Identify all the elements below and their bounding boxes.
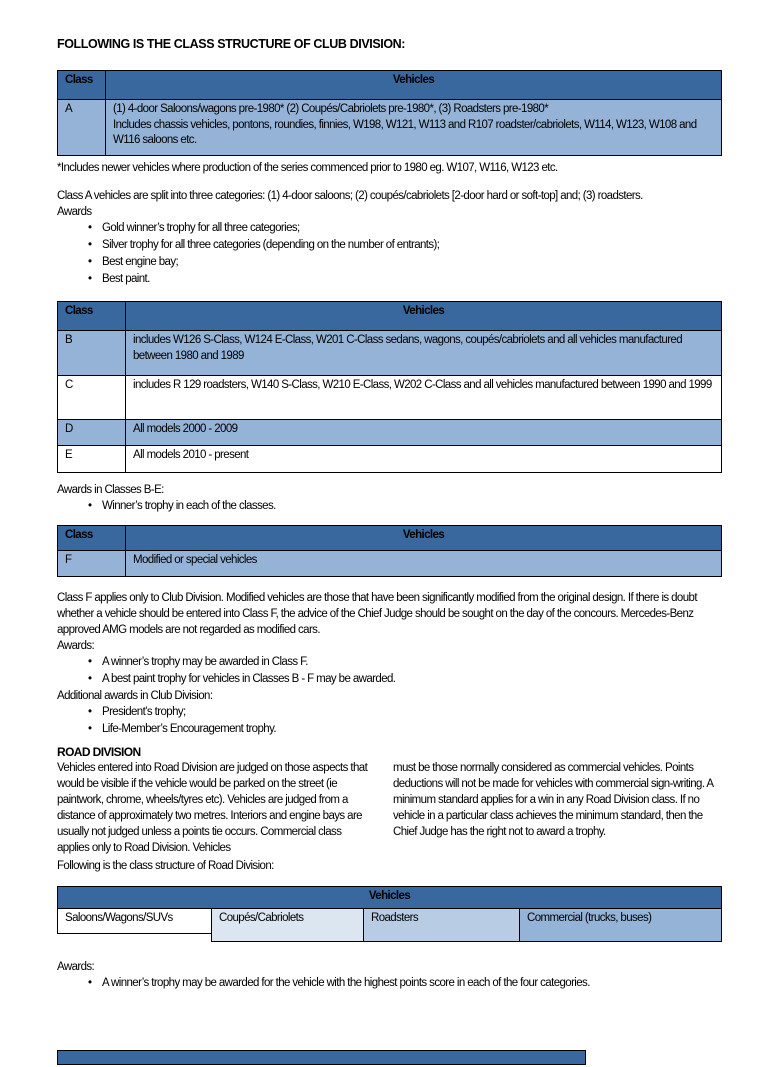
road-cell-coupes: Coupés/Cabriolets (211, 908, 364, 942)
column-header-class: Class (57, 70, 106, 100)
column-header-class: Class (57, 525, 126, 551)
list-item: • Gold winner’s trophy for all three categories; (57, 220, 722, 237)
table-header-row (57, 70, 722, 100)
table-row (57, 330, 722, 376)
column-header-vehicles: Vehicles (125, 301, 722, 331)
class-f-awards-label: Awards: (57, 640, 95, 652)
page-title: FOLLOWING IS THE CLASS STRUCTURE OF CLUB DIVISION: (57, 37, 406, 51)
class-d-cell: D (57, 419, 126, 446)
class-f-table (57, 525, 722, 577)
class-b-vehicles-cell: includes W126 S-Class, W124 E-Class, W201 C-Class sedans, wagons, coupés/cabriolets and all vehicles manufactured between 1980 and 1989 (125, 330, 722, 376)
class-d-vehicles-cell: All models 2000 - 2009 (125, 419, 722, 446)
column-header-vehicles: Vehicles (57, 886, 722, 909)
list-item: • Silver trophy for all three categories (depending on the number of entrants); (57, 237, 722, 254)
class-e-vehicles-cell: All models 2010 - present (125, 445, 722, 473)
classes-b-e-table (57, 301, 722, 473)
road-division-table (57, 886, 722, 942)
list-item: • Best engine bay; (57, 254, 722, 271)
class-b-cell: B (57, 330, 126, 376)
class-a-cell: A (57, 99, 106, 156)
table-header-row (57, 886, 722, 909)
class-e-cell: E (57, 445, 126, 473)
class-a-vehicles-cell (105, 99, 722, 156)
road-awards-label: Awards: (57, 961, 95, 973)
road-cell-saloons: Saloons/Wagons/SUVs (57, 908, 212, 934)
class-c-cell: C (57, 375, 126, 420)
document-page (57, 0, 722, 992)
list-item: • A winner’s trophy may be awarded for the vehicle with the highest points score in each of the four categories. (57, 975, 722, 992)
list-item: • President’s trophy; (57, 704, 722, 721)
road-cell-roadsters: Roadsters (363, 908, 520, 942)
column-header-vehicles: Vehicles (105, 70, 722, 100)
class-a-vehicles-line1: (1) 4-door Saloons/wagons pre-1980* (2) Coupés/Cabriolets pre-1980*, (3) Roadsters pre-1980* (113, 103, 549, 115)
class-a-awards-label: Awards (57, 206, 92, 218)
list-item: • A winner’s trophy may be awarded in Class F. (57, 654, 722, 671)
class-a-vehicles-line2: Includes chassis vehicles, pontons, roundies, finnies, W198, W121, W113 and R107 roadster/cabriolets, W114, W123, W108 and W116 saloons etc. (113, 118, 697, 146)
column-header-class: Class (57, 301, 126, 331)
table-row (57, 99, 722, 156)
list-item: • A best paint trophy for vehicles in Classes B - F may be awarded. (57, 671, 722, 688)
road-division-right-column: must be those normally considered as commercial vehicles. Points deductions will not be made for vehicles with commercial sign-writing. A minimum standard applies for a win in any Road Division class. If no vehicle in a particular class achieves the minimum standard, then the Chief Judge has the right not to award a trophy. (393, 762, 713, 838)
road-division-heading: ROAD DIVISION (57, 745, 141, 759)
table-header-row (57, 301, 722, 331)
list-item: • Best paint. (57, 271, 722, 288)
class-f-paragraph: Class F applies only to Club Division. Modified vehicles are those that have been significantly modified from the original design. If there is doubt whether a vehicle should be entered into Class F, the advice of the Chief Judge should be sought on the day of the concours. Mercedes-Benz approved AMG models are not regarded as modified cars. (57, 592, 697, 636)
road-structure-intro: Following is the class structure of Road Division: (57, 860, 274, 872)
table-row (57, 375, 722, 420)
road-division-left-column: Vehicles entered into Road Division are judged on those aspects that would be visible if the vehicle would be parked on the street (ie paintwork, chrome, wheels/tyres etc). Vehicles are judged from a distance of approximately two metres. Interiors and engine bays are usually not judged unless a points tie occurs. Commercial class applies only to Road Division. Vehicles (57, 762, 368, 854)
table-row (57, 419, 722, 446)
road-division-columns (57, 760, 722, 856)
class-a-intro: Class A vehicles are split into three categories: (1) 4-door saloons; (2) coupés/cabriolets [2-door hard or soft-top] and; (3) roadsters. (57, 190, 643, 202)
club-division-class-a-table (57, 70, 722, 156)
footnote: *Includes newer vehicles where production of the series commenced prior to 1980 eg. W107, W116, W123 etc. (57, 162, 558, 174)
list-item: • Winner’s trophy in each of the classes. (57, 498, 722, 515)
class-f-cell: F (57, 550, 126, 577)
awards-be-label: Awards in Classes B-E: (57, 484, 164, 496)
table-row (57, 445, 722, 473)
table-header-row (57, 525, 722, 551)
additional-awards-label: Additional awards in Club Division: (57, 690, 213, 702)
class-c-vehicles-cell: includes R 129 roadsters, W140 S-Class, W210 E-Class, W202 C-Class and all vehicles manufactured between 1990 and 1999 (125, 375, 722, 420)
partial-table-header-bar (57, 1050, 586, 1065)
table-row (57, 908, 722, 942)
table-row (57, 550, 722, 577)
list-item: • Life-Member’s Encouragement trophy. (57, 721, 722, 738)
column-header-vehicles: Vehicles (125, 525, 722, 551)
road-cell-commercial: Commercial (trucks, buses) (519, 908, 722, 942)
class-f-vehicles-cell: Modified or special vehicles (125, 550, 722, 577)
